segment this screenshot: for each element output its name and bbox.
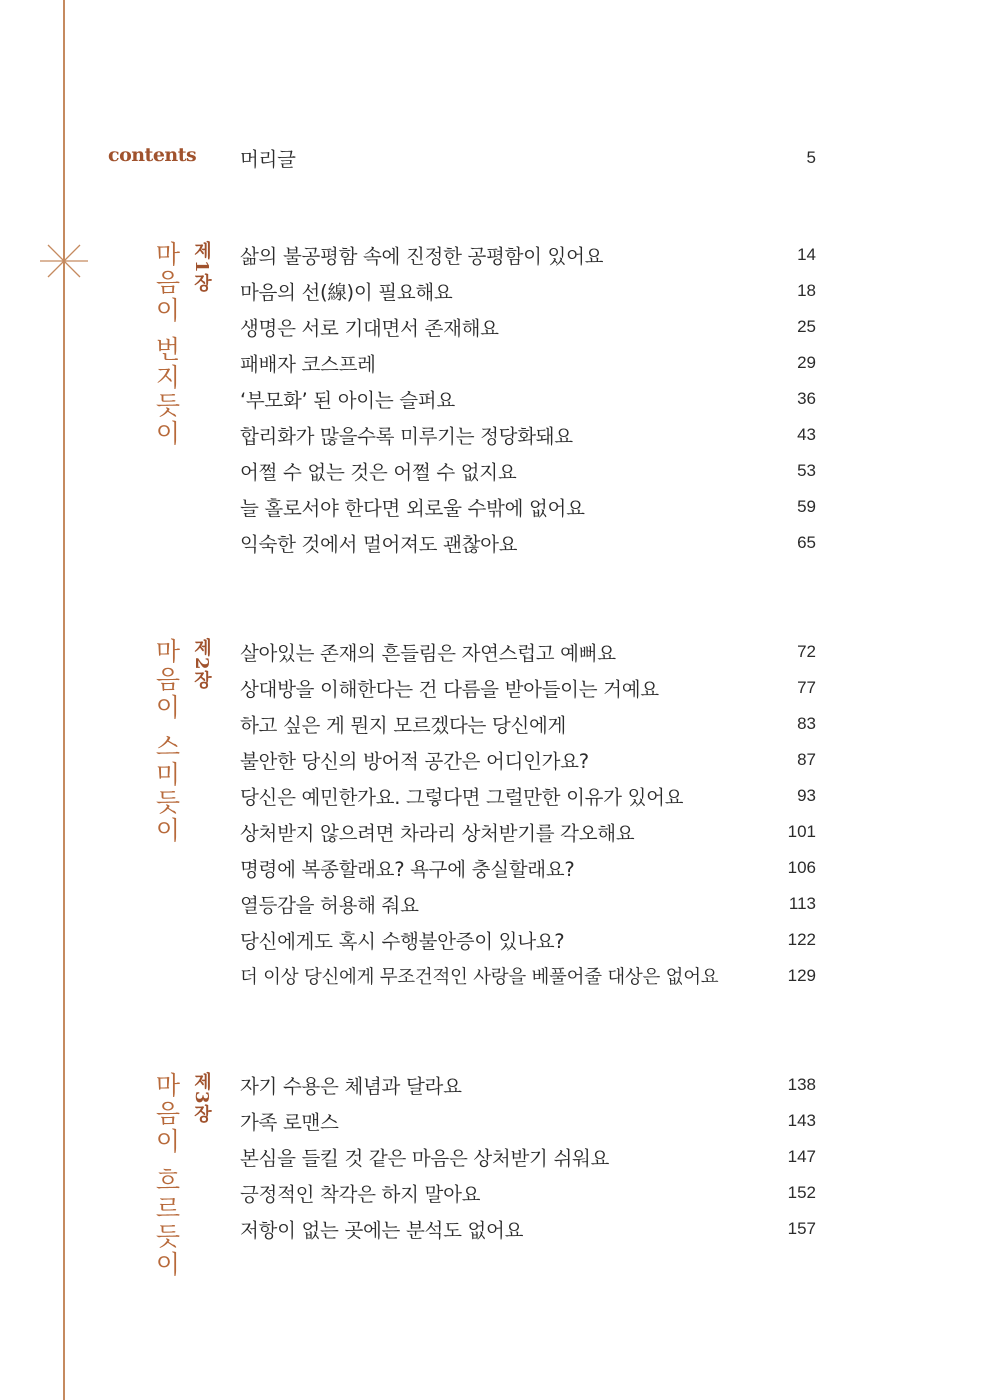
chapter-number: 제2장 (191, 638, 212, 690)
toc-entry-page: 72 (797, 642, 816, 661)
asterisk-ornament-icon (36, 233, 92, 289)
toc-entry[interactable] (240, 673, 816, 703)
toc-entry[interactable] (240, 1142, 816, 1172)
toc-entry-title: 합리화가 많을수록 미루기는 정당화돼요 (240, 425, 573, 448)
toc-entry-title: 상대방을 이해한다는 건 다름을 받아들이는 거예요 (240, 678, 659, 701)
toc-entry-title: 생명은 서로 기대면서 존재해요 (240, 317, 499, 340)
toc-entry-page: 29 (797, 353, 816, 372)
toc-entry-title: 자기 수용은 체념과 달라요 (240, 1075, 462, 1098)
toc-entry[interactable] (240, 1214, 816, 1244)
toc-entry[interactable] (240, 492, 816, 522)
toc-entry[interactable] (240, 456, 816, 486)
toc-entry[interactable] (240, 853, 816, 883)
toc-entry[interactable] (240, 384, 816, 414)
toc-entry-title: 명령에 복종할래요? 욕구에 충실할래요? (240, 858, 575, 881)
chapter-2-heading (148, 638, 214, 845)
toc-entry-title: 당신에게도 혹시 수행불안증이 있나요? (240, 930, 565, 953)
toc-entry-page: 18 (797, 281, 816, 300)
toc-entry[interactable] (240, 817, 816, 847)
toc-entry[interactable] (240, 889, 816, 919)
toc-entry-page: 113 (788, 894, 816, 913)
toc-entry-preface[interactable] (240, 143, 816, 173)
toc-entry-page: 87 (797, 750, 816, 769)
toc-entry[interactable] (240, 276, 816, 306)
toc-entry-title: 패배자 코스프레 (240, 353, 376, 376)
toc-entry-title: 늘 홀로서야 한다면 외로울 수밖에 없어요 (240, 497, 585, 520)
toc-entry[interactable] (240, 637, 816, 667)
toc-entry-title: 익숙한 것에서 멀어져도 괜찮아요 (240, 533, 518, 556)
toc-entry[interactable] (240, 528, 816, 558)
toc-entry-page: 25 (797, 317, 816, 336)
toc-entry-page: 77 (797, 678, 816, 697)
toc-entry-title: 불안한 당신의 방어적 공간은 어디인가요? (240, 750, 589, 773)
toc-entry-page: 143 (787, 1111, 816, 1130)
toc-entry-page: 147 (787, 1147, 816, 1166)
chapter-title: 마음이 스미듯이 (152, 638, 181, 845)
chapter-number: 제1장 (191, 241, 212, 293)
toc-entry-page: 5 (806, 148, 816, 167)
toc-entry[interactable] (240, 1106, 816, 1136)
toc-entry-page: 129 (787, 966, 816, 985)
toc-entry-title: 긍정적인 착각은 하지 말아요 (240, 1183, 481, 1206)
toc-entry[interactable] (240, 961, 816, 991)
toc-entry[interactable] (240, 745, 816, 775)
toc-entry-title: 열등감을 허용해 줘요 (240, 894, 419, 917)
toc-entry-title: 마음의 선(線)이 필요해요 (240, 281, 453, 304)
toc-entry[interactable] (240, 240, 816, 270)
toc-entry-page: 43 (797, 425, 816, 444)
toc-entry-page: 138 (787, 1075, 816, 1094)
toc-entry-title: ‘부모화’ 된 아이는 슬퍼요 (240, 389, 455, 412)
toc-entry-title: 당신은 예민한가요. 그렇다면 그럴만한 이유가 있어요 (240, 786, 684, 809)
toc-entry-title: 어쩔 수 없는 것은 어쩔 수 없지요 (240, 461, 517, 484)
toc-entry-page: 65 (797, 533, 816, 552)
toc-entry[interactable] (240, 709, 816, 739)
toc-entry[interactable] (240, 1070, 816, 1100)
toc-entry-page: 14 (797, 245, 816, 264)
toc-entry[interactable] (240, 1178, 816, 1208)
toc-entry-page: 93 (797, 786, 816, 805)
margin-rule (63, 0, 65, 1400)
chapter-number: 제3장 (191, 1072, 212, 1124)
toc-entry-title: 상처받지 않으려면 차라리 상처받기를 각오해요 (240, 822, 635, 845)
toc-entry[interactable] (240, 312, 816, 342)
toc-entry-title: 가족 로맨스 (240, 1111, 339, 1134)
toc-entry-page: 83 (797, 714, 816, 733)
chapter-title: 마음이 번지듯이 (152, 241, 181, 448)
toc-entry-page: 36 (797, 389, 816, 408)
toc-entry[interactable] (240, 420, 816, 450)
toc-entry-title: 더 이상 당신에게 무조건적인 사랑을 베풀어줄 대상은 없어요 (240, 967, 719, 988)
toc-entry-title: 하고 싶은 게 뭔지 모르겠다는 당신에게 (240, 714, 567, 737)
toc-entry-title: 삶의 불공평함 속에 진정한 공평함이 있어요 (240, 245, 604, 268)
toc-entry-page: 59 (797, 497, 816, 516)
chapter-1-heading (148, 241, 214, 448)
toc-entry-page: 101 (787, 822, 816, 841)
toc-entry-page: 122 (787, 930, 816, 949)
toc-entry-title: 머리글 (240, 148, 296, 171)
contents-heading: contents (108, 144, 197, 166)
toc-entry[interactable] (240, 348, 816, 378)
toc-entry[interactable] (240, 925, 816, 955)
chapter-3-heading (148, 1072, 214, 1279)
toc-entry-page: 152 (787, 1183, 816, 1202)
chapter-title: 마음이 흐르듯이 (152, 1072, 181, 1279)
toc-entry-title: 저항이 없는 곳에는 분석도 없어요 (240, 1219, 524, 1242)
toc-entry-title: 살아있는 존재의 흔들림은 자연스럽고 예뻐요 (240, 642, 616, 665)
toc-entry-page: 157 (787, 1219, 816, 1238)
toc-entry-page: 53 (797, 461, 816, 480)
toc-entry-title: 본심을 들킬 것 같은 마음은 상처받기 쉬워요 (240, 1147, 610, 1170)
toc-entry[interactable] (240, 781, 816, 811)
toc-entry-page: 106 (787, 858, 816, 877)
